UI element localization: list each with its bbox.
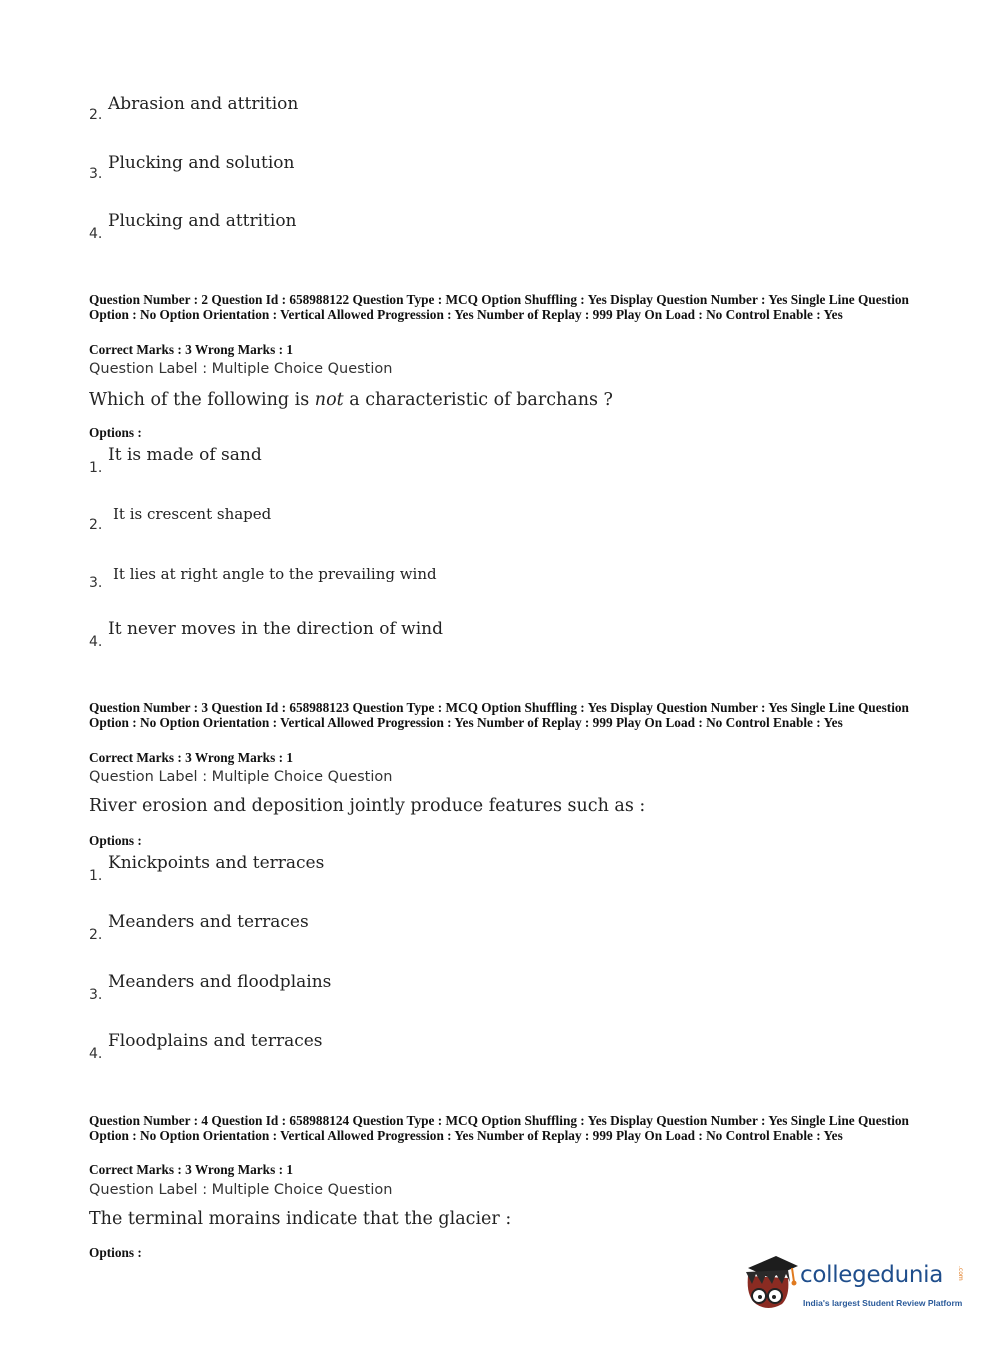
q4-question-text: The terminal morains indicate that the glacier : (89, 1209, 512, 1229)
option-number: 4. (89, 226, 103, 242)
option-text: It never moves in the direction of wind (108, 619, 443, 639)
q2-text-emphasis: not (314, 390, 344, 410)
option-number: 2. (89, 107, 103, 123)
logo-tagline: India's largest Student Review Platform (803, 1298, 963, 1308)
q2-text-after: a characteristic of barchans ? (343, 390, 613, 410)
option-number: 3. (89, 575, 103, 591)
q3-marks: Correct Marks : 3 Wrong Marks : 1 (89, 750, 293, 765)
q2-options-header: Options : (89, 425, 142, 440)
option-text: It is crescent shaped (113, 505, 272, 523)
option-text: Abrasion and attrition (108, 94, 299, 114)
collegedunia-logo (742, 1250, 972, 1320)
q4-question-label: Question Label : Multiple Choice Question (89, 1182, 393, 1198)
option-text: It is made of sand (108, 445, 262, 465)
q3-question-label: Question Label : Multiple Choice Question (89, 769, 393, 785)
option-text: Plucking and attrition (108, 211, 297, 231)
q2-question-label: Question Label : Multiple Choice Question (89, 361, 393, 377)
option-text: Meanders and terraces (108, 912, 309, 932)
option-text: Knickpoints and terraces (108, 853, 325, 873)
q3-question-text: River erosion and deposition jointly produce features such as : (89, 796, 646, 816)
option-number: 1. (89, 460, 103, 476)
option-number: 3. (89, 166, 103, 182)
option-number: 4. (89, 1046, 103, 1062)
option-number: 1. (89, 868, 103, 884)
logo-wordmark: collegedunia (800, 1262, 944, 1288)
q4-metadata: Question Number : 4 Question Id : 658988124 Question Type : MCQ Option Shuffling : Yes Display Question Number : Yes Single Line Question Option : No Option Orientation : Vertical Allowed Progression : Yes Number of Replay : 999 Play On Load : No Control Enable : Yes (89, 1113, 909, 1143)
option-number: 2. (89, 927, 103, 943)
q3-metadata: Question Number : 3 Question Id : 658988123 Question Type : MCQ Option Shuffling : Yes Display Question Number : Yes Single Line Question Option : No Option Orientation : Vertical Allowed Progression : Yes Number of Replay : 999 Play On Load : No Control Enable : Yes (89, 700, 909, 730)
q4-marks: Correct Marks : 3 Wrong Marks : 1 (89, 1162, 293, 1177)
q4-options-header: Options : (89, 1245, 142, 1260)
option-text: Plucking and solution (108, 153, 295, 173)
q2-metadata: Question Number : 2 Question Id : 658988122 Question Type : MCQ Option Shuffling : Yes Display Question Number : Yes Single Line Question Option : No Option Orientation : Vertical Allowed Progression : Yes Number of Replay : 999 Play On Load : No Control Enable : Yes (89, 292, 909, 322)
option-number: 3. (89, 987, 103, 1003)
option-text: It lies at right angle to the prevailing wind (113, 565, 437, 583)
option-number: 4. (89, 634, 103, 650)
logo-suffix: .com (957, 1266, 964, 1281)
q2-text-before: Which of the following is (89, 390, 315, 410)
q2-question-text (89, 390, 613, 410)
mascot-icon (742, 1250, 800, 1314)
q3-options-header: Options : (89, 833, 142, 848)
option-number: 2. (89, 517, 103, 533)
option-text: Floodplains and terraces (108, 1031, 323, 1051)
q2-marks: Correct Marks : 3 Wrong Marks : 1 (89, 342, 293, 357)
option-text: Meanders and floodplains (108, 972, 332, 992)
